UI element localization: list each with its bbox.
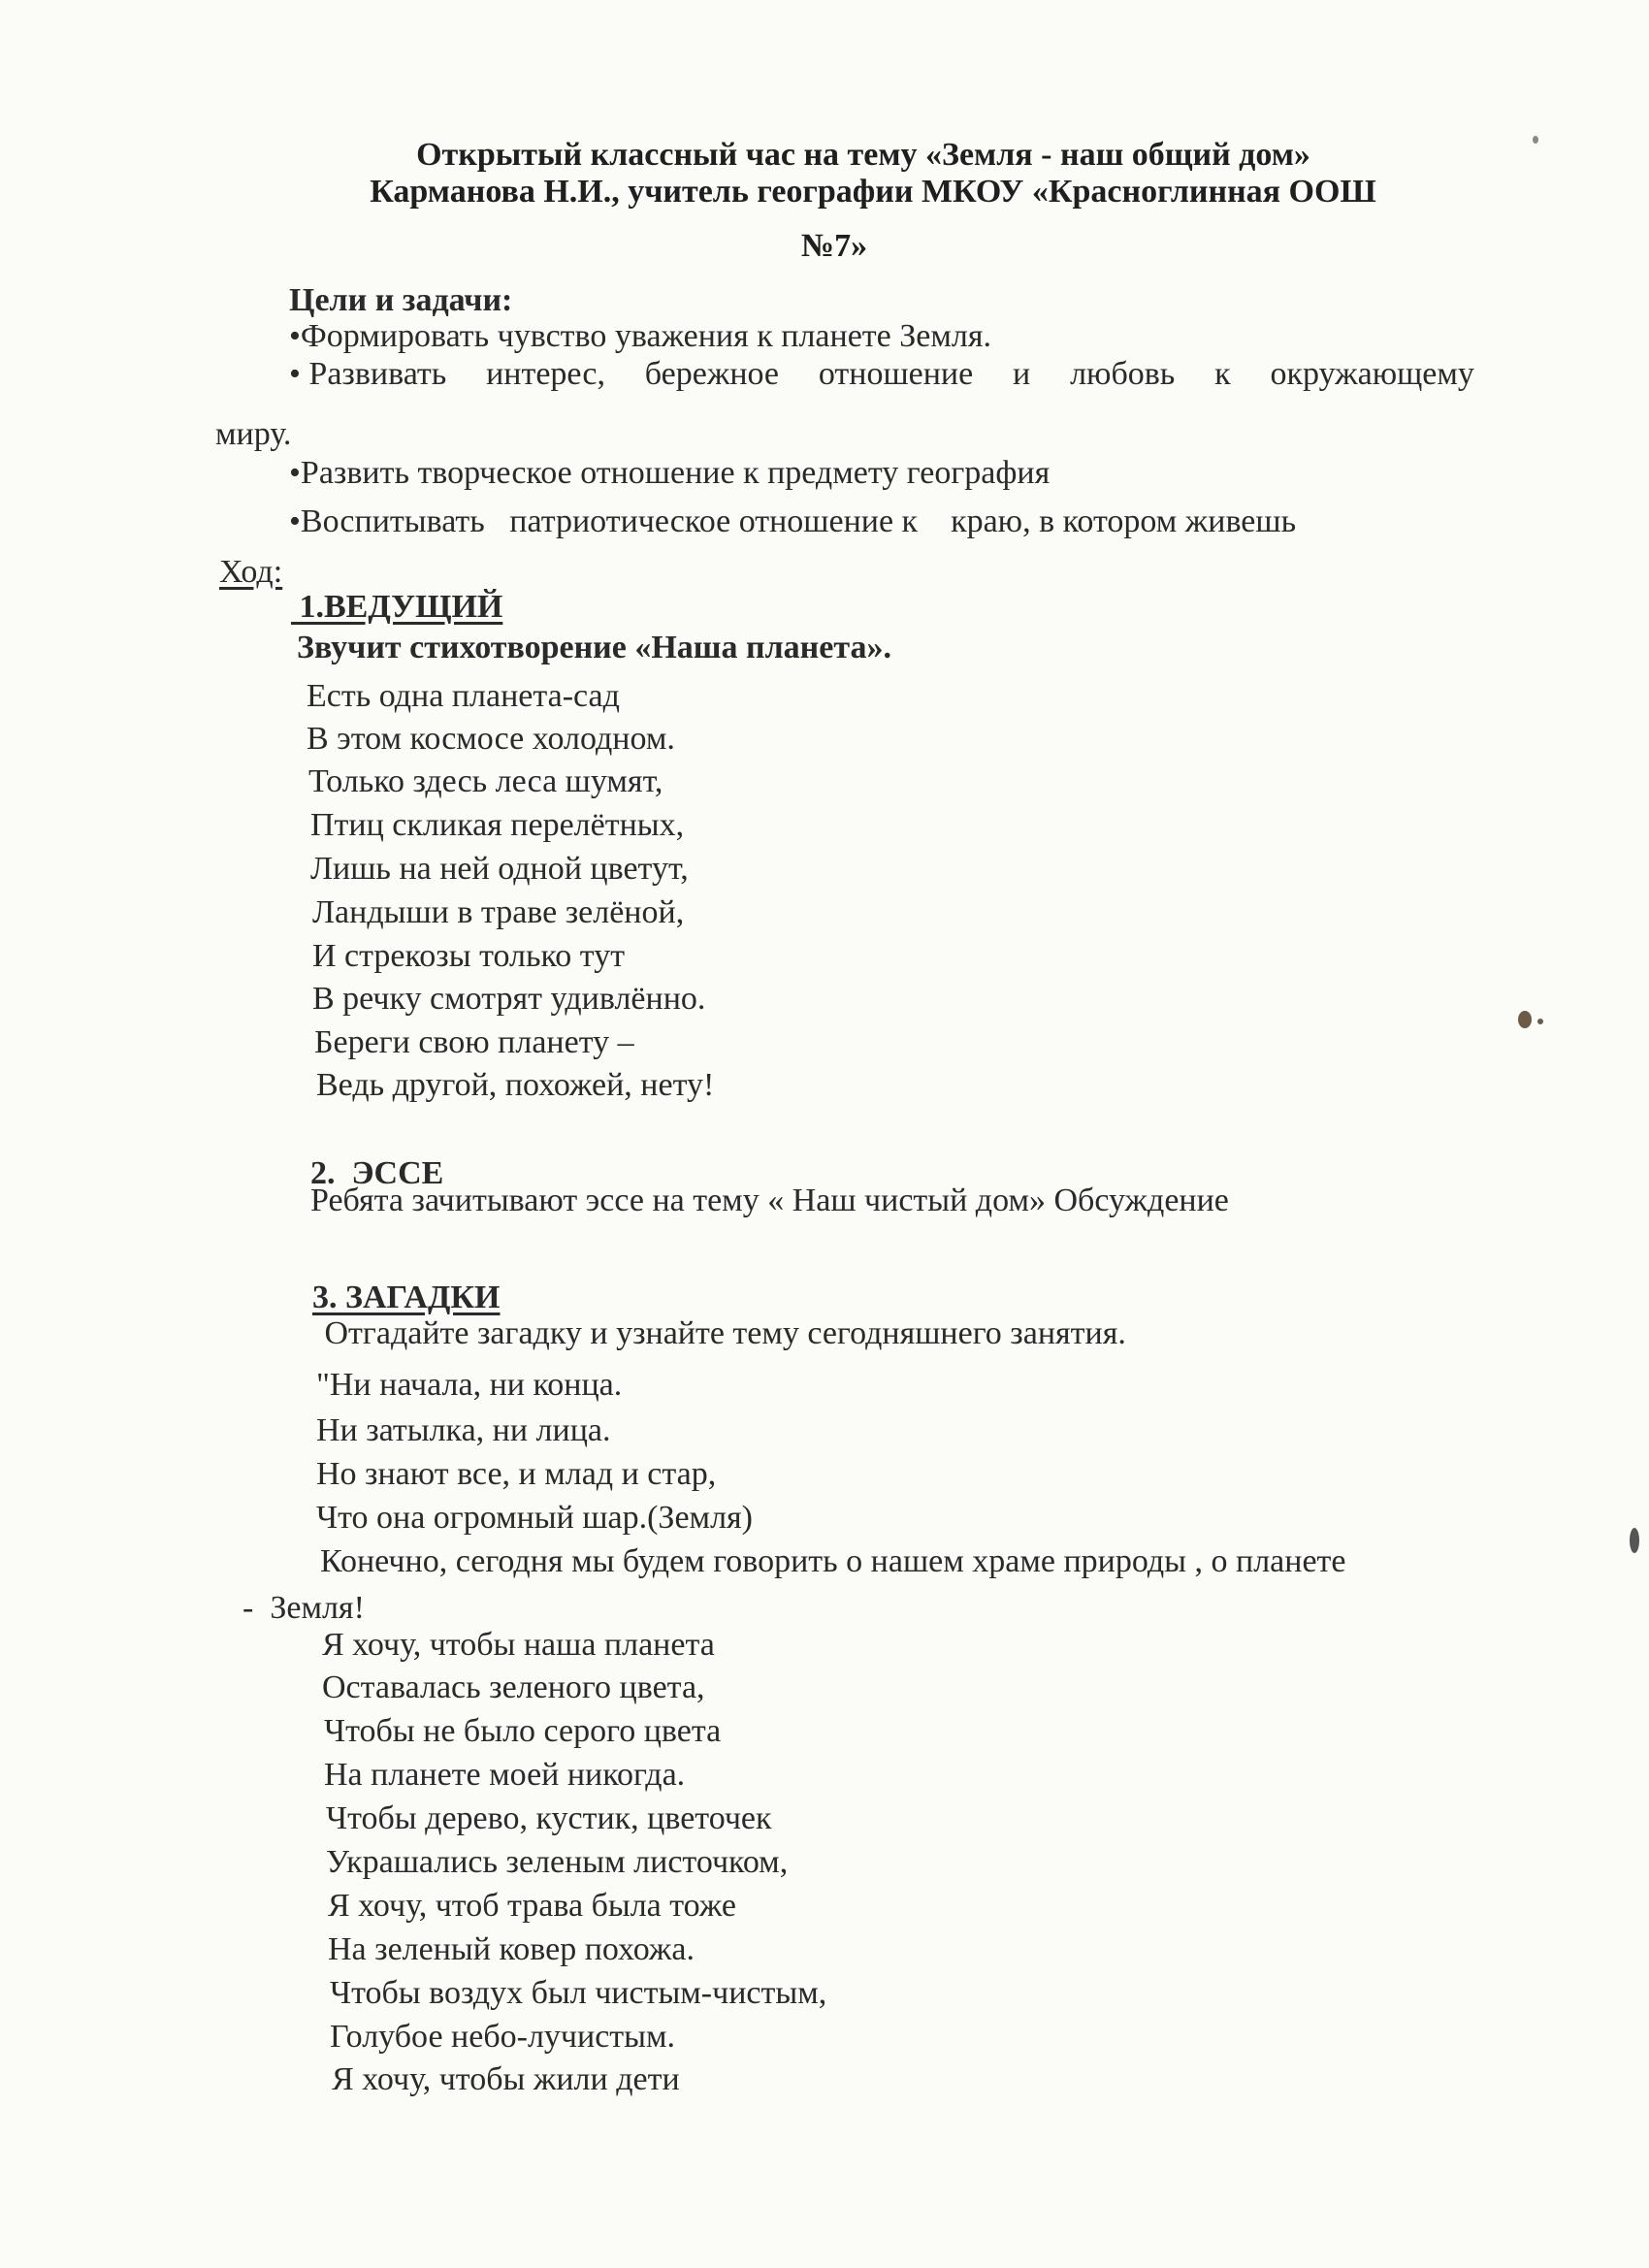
section-1-heading: 1.ВЕДУЩИЙ xyxy=(291,589,503,625)
scan-speck xyxy=(1533,136,1538,144)
goal-item-2-word: окружающему xyxy=(1270,356,1474,392)
poem-1-line: В этом космосе холодном. xyxy=(307,721,675,757)
riddle-line: Что она огромный шар.(Земля) xyxy=(316,1500,754,1536)
poem-1-line: В речку смотрят удивлённо. xyxy=(312,981,706,1017)
poem-2-line: Я хочу, чтобы наша планета xyxy=(322,1627,715,1663)
goal-item-2-word: бережное xyxy=(644,356,780,392)
goals-heading: Цели и задачи: xyxy=(289,282,513,318)
scan-speck xyxy=(1518,1011,1532,1028)
goal-item-2-word: интерес, xyxy=(486,356,605,392)
poem-2-line: Чтобы дерево, кустик, цветочек xyxy=(326,1800,772,1836)
goal-item-4: •Воспитывать патриотическое отношение к краю, в котором живешь xyxy=(289,503,1297,539)
section-2-heading: 2. ЭССЕ xyxy=(310,1155,444,1191)
section-3-conclusion-cont: - Земля! xyxy=(242,1590,365,1626)
goal-item-2-word: к xyxy=(1214,356,1231,392)
poem-2-line: На зеленый ковер похожа. xyxy=(328,1931,695,1967)
progress-label: Ход: xyxy=(219,554,283,590)
section-2-text: Ребята зачитывают эссе на тему « Наш чистый дом» Обсуждение xyxy=(310,1183,1229,1218)
goal-item-3: •Развить творческое отношение к предмету география xyxy=(289,455,1051,491)
goal-item-2-word: любовь xyxy=(1070,356,1176,392)
poem-1-line: Ведь другой, похожей, нету! xyxy=(316,1067,715,1103)
poem-2-line: Я хочу, чтобы жили дети xyxy=(332,2061,680,2097)
goal-item-2-cont: миру. xyxy=(215,416,292,452)
scan-speck xyxy=(1630,1528,1639,1553)
section-3-intro: Отгадайте загадку и узнайте тему сегодняшнего занятия. xyxy=(316,1315,1126,1351)
document-author-cont: №7» xyxy=(800,228,868,264)
section-3-conclusion: Конечно, сегодня мы будем говорить о нашем храме природы , о планете xyxy=(320,1543,1346,1579)
poem-1-line: Птиц скликая перелётных, xyxy=(310,807,685,843)
riddle-line: Но знают все, и млад и стар, xyxy=(316,1456,717,1492)
section-3-heading: 3. ЗАГАДКИ xyxy=(312,1280,501,1315)
scan-speck xyxy=(1537,1019,1543,1024)
goal-item-2-word: отношение xyxy=(818,356,974,392)
poem-1-line: Только здесь леса шумят, xyxy=(308,763,663,799)
poem-2-line: Оставалась зеленого цвета, xyxy=(322,1669,705,1705)
goal-item-1: •Формировать чувство уважения к планете Земля. xyxy=(289,318,991,354)
riddle-line: "Ни начала, ни конца. xyxy=(316,1367,623,1403)
poem-2-line: Я хочу, чтоб трава была тоже xyxy=(328,1888,736,1924)
document-author: Карманова Н.И., учитель географии МКОУ «Красноглинная ООШ xyxy=(370,174,1376,210)
poem-2-line: Украшались зеленым листочком, xyxy=(326,1844,789,1880)
poem-2-line: Чтобы воздух был чистым-чистым, xyxy=(330,1975,827,2011)
poem-1-line: Береги свою планету – xyxy=(314,1024,634,1060)
goal-item-2 xyxy=(289,355,1474,394)
poem-2-line: Голубое небо-лучистым. xyxy=(330,2019,676,2055)
goal-item-2-word: и xyxy=(1013,356,1031,392)
poem-1-line: И стрекозы только тут xyxy=(312,938,626,974)
poem-2-line: Чтобы не было серого цвета xyxy=(324,1713,722,1749)
riddle-line: Ни затылка, ни лица. xyxy=(316,1412,611,1448)
poem-2-line: На планете моей никогда. xyxy=(324,1757,686,1793)
poem-1-line: Есть одна планета-сад xyxy=(307,678,620,714)
document-title: Открытый классный час на тему «Земля - наш общий дом» xyxy=(416,137,1310,173)
poem-1-line: Лишь на ней одной цветут, xyxy=(310,851,689,887)
poem-1-line: Ландыши в траве зелёной, xyxy=(312,894,685,930)
section-1-subheading: Звучит стихотворение «Наша планета». xyxy=(297,630,891,665)
goal-item-2-word: • Развивать xyxy=(289,356,447,392)
